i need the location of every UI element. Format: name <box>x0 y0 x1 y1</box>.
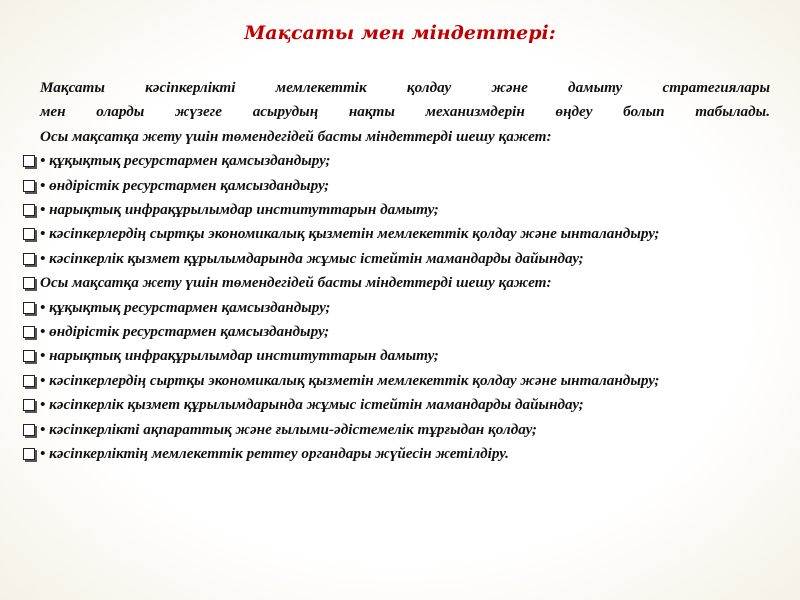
checkbox-bullet-icon <box>23 204 35 216</box>
checkbox-bullet-icon <box>23 277 35 289</box>
checkbox-bullet-icon <box>23 399 35 411</box>
slide-content <box>22 76 770 467</box>
list-item: • кәсіпкерліктің мемлекеттік реттеу органдары жүйесін жетілдіру. <box>22 442 770 466</box>
list-item: • кәсіпкерлікті ақпараттық және ғылыми-әдістемелік тұрғыдан қолдау; <box>22 418 770 442</box>
checkbox-bullet-icon <box>23 375 35 387</box>
checkbox-bullet-icon <box>23 326 35 338</box>
checkbox-bullet-icon <box>23 448 35 460</box>
list-item: • құқықтық ресурстармен қамсыздандыру; <box>22 296 770 320</box>
list-item: • кәсіпкерлік қызмет құрылымдарында жұмыс істейтін мамандарды дайындау; <box>22 247 770 271</box>
list-item: • кәсіпкерлердің сыртқы экономикалық қызметін мемлекеттік қолдау және ынталандыру; <box>22 222 770 246</box>
list-item: • өндірістік ресурстармен қамсыздандыру; <box>22 320 770 344</box>
list-item: • құқықтық ресурстармен қамсыздандыру; <box>22 149 770 173</box>
intro-paragraph <box>22 76 770 149</box>
checkbox-bullet-icon <box>23 253 35 265</box>
list-item: Осы мақсатқа жету үшін төмендегідей басты міндеттерді шешу қажет: <box>22 271 770 295</box>
task-list <box>22 149 770 466</box>
checkbox-bullet-icon <box>23 155 35 167</box>
slide-title: Мақсаты мен міндеттері: <box>244 22 556 44</box>
checkbox-bullet-icon <box>23 180 35 192</box>
list-item: • кәсіпкерлік қызмет құрылымдарында жұмыс істейтін мамандарды дайындау; <box>22 393 770 417</box>
checkbox-bullet-icon <box>23 350 35 362</box>
intro-line-2: мен оларды жүзеге асырудың нақты механизмдерін өңдеу болып табылады. <box>40 103 770 121</box>
list-item: • нарықтық инфрақұрылымдар институттарын дамыту; <box>22 344 770 368</box>
list-item: • кәсіпкерлердің сыртқы экономикалық қызметін мемлекеттік қолдау және ынталандыру; <box>22 369 770 393</box>
intro-line-3: Осы мақсатқа жету үшін төмендегідей басты міндеттерді шешу қажет: <box>40 127 552 145</box>
checkbox-bullet-icon <box>23 228 35 240</box>
list-item: • өндірістік ресурстармен қамсыздандыру; <box>22 174 770 198</box>
list-item: • нарықтық инфрақұрылымдар институттарын дамыту; <box>22 198 770 222</box>
intro-line-1: Мақсаты кәсіпкерлікті мемлекеттік қолдау және дамыту стратегиялары <box>40 79 770 96</box>
checkbox-bullet-icon <box>23 302 35 314</box>
checkbox-bullet-icon <box>23 424 35 436</box>
